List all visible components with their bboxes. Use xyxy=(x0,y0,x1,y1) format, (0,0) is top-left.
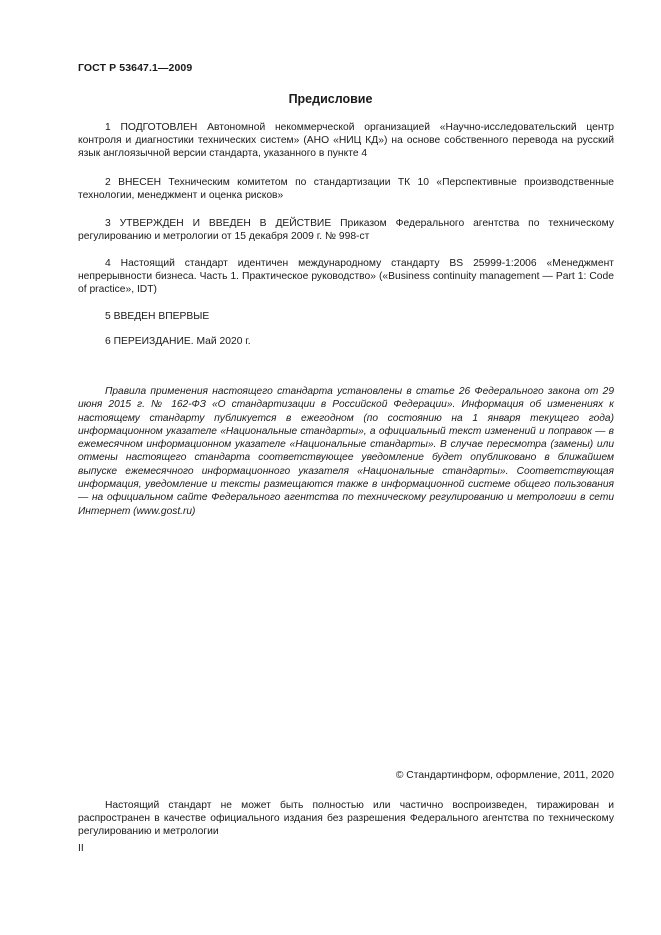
preface-item-text: 2 ВНЕСЕН Техническим комитетом по стандартизации ТК 10 «Перспективные производственные технологии, менеджмент и оценка рисков» xyxy=(78,177,614,201)
preface-item-2 xyxy=(78,176,614,202)
preface-item-text: 4 Настоящий стандарт идентичен международному стандарту BS 25999-1:2006 «Менеджмент непрерывности бизнеса. Часть 1. Практическое руководство» («Business continuity management — Part 1: Code of practice», IDT) xyxy=(78,258,614,295)
preface-item-text: 1 ПОДГОТОВЛЕН Автономной некоммерческой организацией «Научно-исследовательский центр контроля и диагностики технических систем» (АНО «НИЦ КД») на основе собственного перевода на русский язык англоязычной версии стандарта, указанного в пункте 4 xyxy=(78,122,614,159)
preface-item-5 xyxy=(78,310,614,323)
preface-item-3 xyxy=(78,217,614,243)
preface-item-1 xyxy=(78,121,614,160)
page-number: II xyxy=(78,843,84,854)
preface-item-text: 3 УТВЕРЖДЕН И ВВЕДЕН В ДЕЙСТВИЕ Приказом Федерального агентства по техническому регулированию и метрологии от 15 декабря 2009 г. № 998-ст xyxy=(78,218,614,242)
reproduction-notice: Настоящий стандарт не может быть полностью или частично воспроизведен, тиражирован и распространен в качестве официального издания без разрешения Федерального агентства по техническому регулированию и метрологии xyxy=(78,800,614,837)
page-title: Предисловие xyxy=(288,92,373,106)
preface-item-6 xyxy=(78,335,614,348)
preface-item-text: 6 ПЕРЕИЗДАНИЕ. Май 2020 г. xyxy=(105,336,251,347)
document-code: ГОСТ Р 53647.1—2009 xyxy=(78,62,193,74)
standard-application-notice: Правила применения настоящего стандарта установлены в статье 26 Федерального закона от 29 июня 2015 г. № 162-ФЗ «О стандартизации в Российской Федерации». Информация об изменениях к настоящему стандарту публикуется в ежегодном (по состоянию на 1 января текущего года) информационном указателе «Национальные стандарты», а официальный текст изменений и поправок — в ежемесячном информационном указателе «Национальные стандарты». В случае пересмотра (замены) или отмены настоящего стандарта соответствующее уведомление будет опубликовано в ближайшем выпуске ежемесячного информационного указателя «Национальные стандарты». Соответствующая информация, уведомление и тексты размещаются также в информационной системе общего пользования — на официальном сайте Федерального агентства по техническому регулированию и метрологии в сети Интернет (www.gost.ru) xyxy=(78,386,614,517)
preface-item-text: 5 ВВЕДЕН ВПЕРВЫЕ xyxy=(105,311,210,322)
preface-item-4 xyxy=(78,257,614,296)
copyright-line: © Стандартинформ, оформление, 2011, 2020 xyxy=(395,770,614,781)
